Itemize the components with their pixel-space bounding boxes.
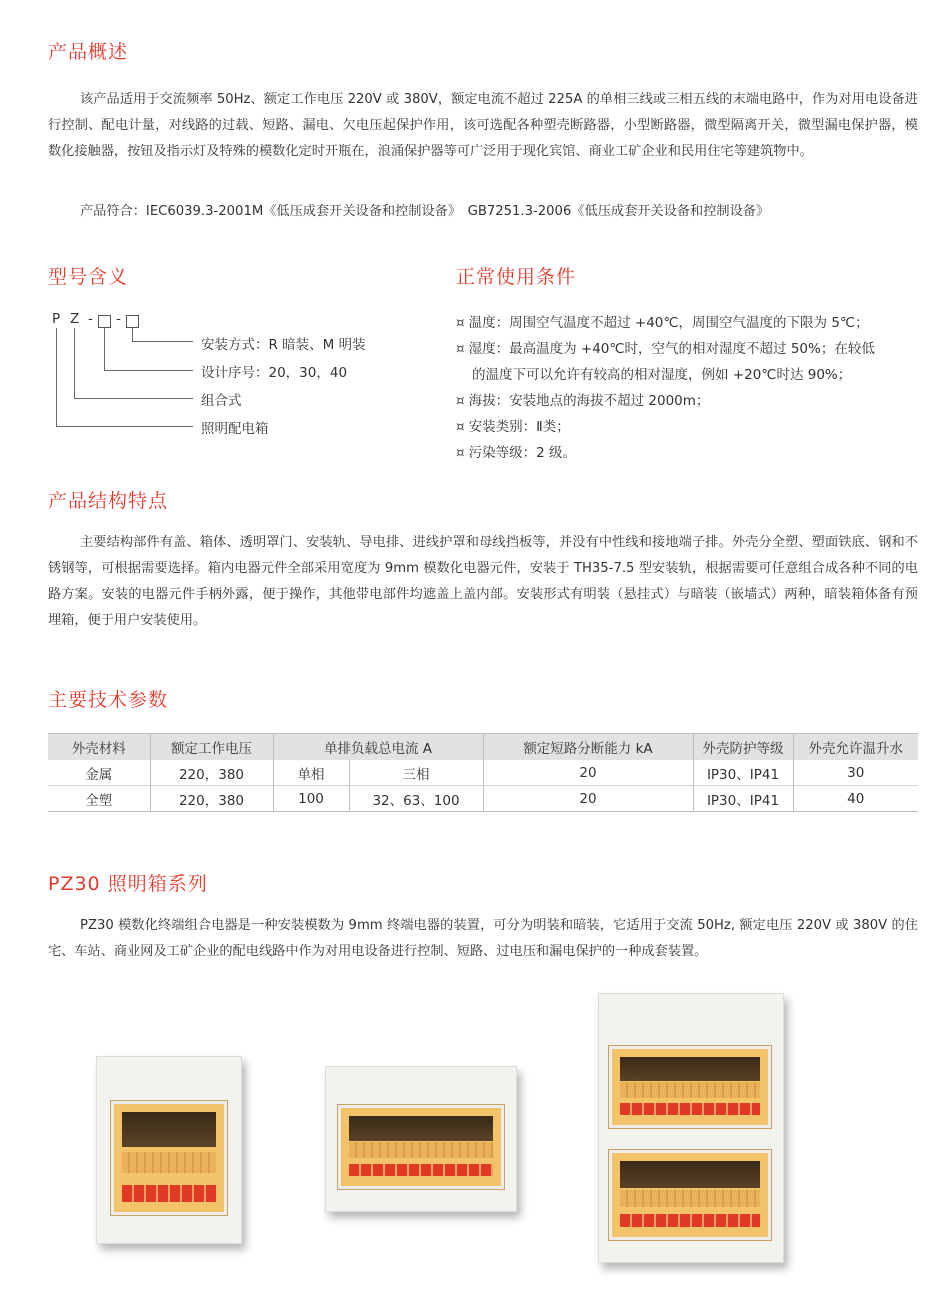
series-paragraph: PZ30 模数化终端组合电器是一种安装模数为 9mm 终端电器的装置，可分为明装和暗装，它适用于交流 50Hz, 额定电压 220V 或 380V 的住宅、车站、商业网及工矿企业的配电线路中作为对用电设备进行控制、短路、过电压和漏电保护的一种成套装置。 [48, 918, 918, 959]
bullet-icon: ¤ [456, 445, 465, 461]
product-image-medium-box [325, 1066, 517, 1212]
transparent-cover [338, 1105, 504, 1189]
product-image-small-box [96, 1056, 242, 1244]
condition-item: ¤ 安装类别：Ⅱ类； [456, 419, 570, 435]
table-cell: 三相 [349, 760, 483, 786]
bullet-icon: ¤ [456, 419, 465, 435]
code-letter-p: P [52, 311, 61, 327]
table-cell: 20 [483, 760, 693, 786]
structure-paragraph: 主要结构部件有盖、箱体、透明罩门、安装轨、导电排、进线护罩和母线挡板等，并没有中性线和接地端子排。外壳分全塑、塑面铁底、钢和不锈钢等，可根据需要选择。箱内电器元件全部采用宽度为 9mm 模数化电器元件，安装于 TH35-7.5 型安装轨，根据需要可任意组合成各种不同的电路方案。安装的电器元件手柄外露，便于操作，其他带电部件均遮盖上盖内部。安装形式有明装（悬挂式）与暗装（嵌墙式）两种，暗装箱体备有预埋箱，便于用户安装使用。 [48, 535, 918, 628]
structure-heading: 产品结构特点 [48, 490, 169, 512]
condition-item: ¤ 温度：周围空气温度不超过 +40℃，周围空气温度的下限为 5℃； [456, 315, 869, 331]
table-cell: IP30、IP41 [693, 760, 793, 786]
table-cell: 单相 [273, 760, 349, 786]
model-label-combined: 组合式 [201, 393, 242, 409]
specs-heading: 主要技术参数 [48, 689, 169, 711]
code-dash-1: - [88, 311, 93, 327]
table-cell: 220，380 [150, 760, 273, 786]
specs-table [48, 733, 918, 812]
table-cell: 20 [483, 786, 693, 812]
bullet-icon: ¤ [456, 393, 465, 409]
code-box-series [98, 315, 111, 328]
bullet-icon: ¤ [456, 341, 465, 357]
table-header: 额定短路分断能力 kA [483, 734, 693, 761]
table-header: 外壳防护等级 [693, 734, 793, 761]
table-header: 外壳允许温升水 [793, 734, 918, 761]
bullet-icon: ¤ [456, 315, 465, 331]
table-row [48, 760, 918, 786]
table-header: 单排负载总电流 A [273, 734, 483, 761]
code-letter-z: Z [70, 311, 80, 327]
condition-item: ¤ 污染等级：2 级。 [456, 445, 576, 461]
conditions-heading: 正常使用条件 [456, 266, 577, 288]
transparent-cover [111, 1101, 227, 1215]
series-heading: PZ30 照明箱系列 [48, 873, 208, 895]
code-box-install [126, 315, 139, 328]
condition-item-continued: 的温度下可以允许有较高的相对湿度，例如 +20℃时达 90%； [472, 367, 852, 383]
code-dash-2: - [116, 311, 121, 327]
table-cell: 32、63、100 [349, 786, 483, 812]
transparent-cover-bottom [609, 1150, 771, 1240]
condition-item: ¤ 湿度：最高温度为 +40℃时，空气的相对湿度不超过 50%；在较低 [456, 341, 875, 357]
connector-p [56, 328, 193, 427]
standards-paragraph: 产品符合：IEC6039.3-2001M《低压成套开关设备和控制设备》 GB7251.3-2006《低压成套开关设备和控制设备》 [80, 204, 770, 219]
table-header: 外壳材料 [48, 734, 150, 761]
product-image-double-box [598, 993, 784, 1263]
overview-heading: 产品概述 [48, 41, 129, 63]
table-cell: 40 [793, 786, 918, 812]
table-cell: 金属 [48, 760, 150, 786]
table-cell: IP30、IP41 [693, 786, 793, 812]
table-cell: 30 [793, 760, 918, 786]
model-heading: 型号含义 [48, 266, 129, 288]
table-cell: 全塑 [48, 786, 150, 812]
table-header-row [48, 734, 918, 761]
table-header: 额定工作电压 [150, 734, 273, 761]
condition-item: ¤ 海拔：安装地点的海拔不超过 2000m； [456, 393, 710, 409]
model-label-install: 安装方式：R 暗装、M 明装 [201, 337, 366, 353]
transparent-cover-top [609, 1046, 771, 1128]
table-row [48, 786, 918, 812]
model-label-series: 设计序号：20，30，40 [201, 365, 348, 381]
table-cell: 220，380 [150, 786, 273, 812]
table-cell: 100 [273, 786, 349, 812]
model-label-lighting-box: 照明配电箱 [201, 421, 269, 437]
overview-paragraph: 该产品适用于交流频率 50Hz、额定工作电压 220V 或 380V，额定电流不超过 225A 的单相三线或三相五线的末端电路中，作为对用电设备进行控制、配电计量，对线路的过载、短路、漏电、欠电压起保护作用，该可选配各种塑壳断路器，小型断路器，微型隔离开关，微型漏电保护器，模数化接触器，按钮及指示灯及特殊的模数化定时开瓶在，浪涌保护器等可广泛用于现化宾馆、商业工矿企业和民用住宅等建筑物中。 [48, 92, 918, 159]
